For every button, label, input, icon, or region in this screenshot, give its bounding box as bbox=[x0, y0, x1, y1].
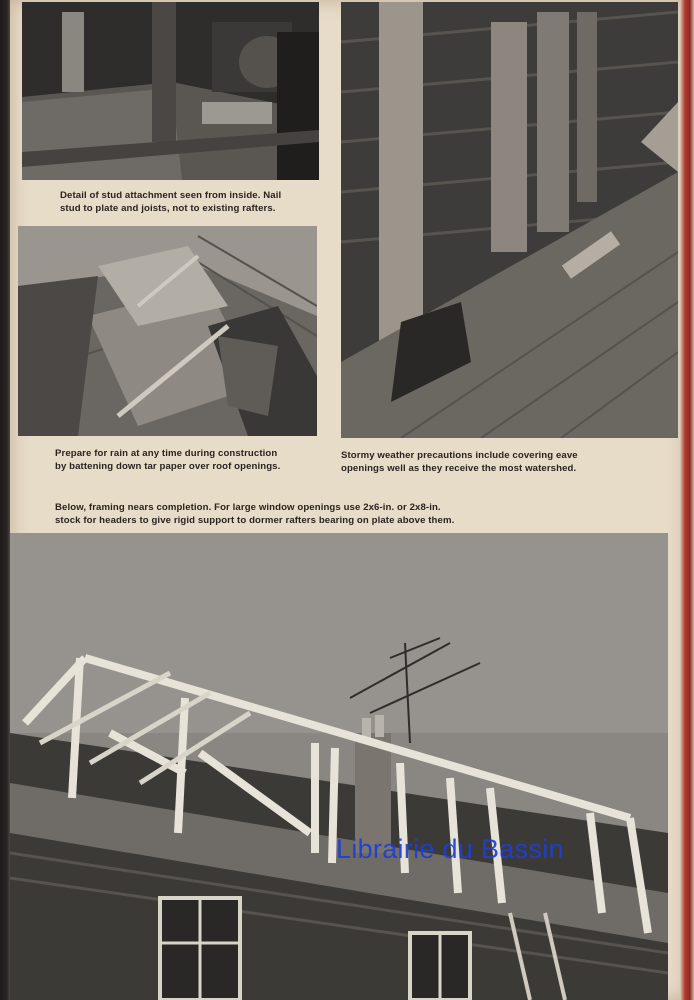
caption-framing bbox=[55, 502, 575, 527]
caption-line: openings well as they receive the most watershed. bbox=[341, 462, 577, 474]
caption-line: Detail of stud attachment seen from inside. Nail bbox=[60, 190, 282, 201]
caption-rain bbox=[55, 448, 325, 473]
photo-stud-attachment bbox=[22, 2, 319, 180]
photo-eave-studs bbox=[341, 2, 678, 438]
watermark-text: Librairie du Bassin bbox=[336, 834, 564, 864]
caption-line: stud to plate and joists, not to existing rafters. bbox=[60, 202, 276, 214]
caption-line: Prepare for rain at any time during construction bbox=[55, 448, 278, 459]
photo-dormer-framing bbox=[10, 533, 668, 1000]
caption-stud-detail bbox=[60, 190, 330, 215]
page-stack-edge bbox=[680, 0, 694, 1000]
caption-line: stock for headers to give rigid support to dormer rafters bearing on plate above them. bbox=[55, 514, 455, 526]
caption-line: Stormy weather precautions include covering eave bbox=[341, 450, 578, 461]
photo-tar-paper bbox=[18, 226, 317, 436]
caption-stormy bbox=[341, 450, 631, 475]
caption-line: Below, framing nears completion. For large window openings use 2x6-in. or 2x8-in. bbox=[55, 502, 441, 513]
caption-line: by battening down tar paper over roof openings. bbox=[55, 460, 281, 472]
